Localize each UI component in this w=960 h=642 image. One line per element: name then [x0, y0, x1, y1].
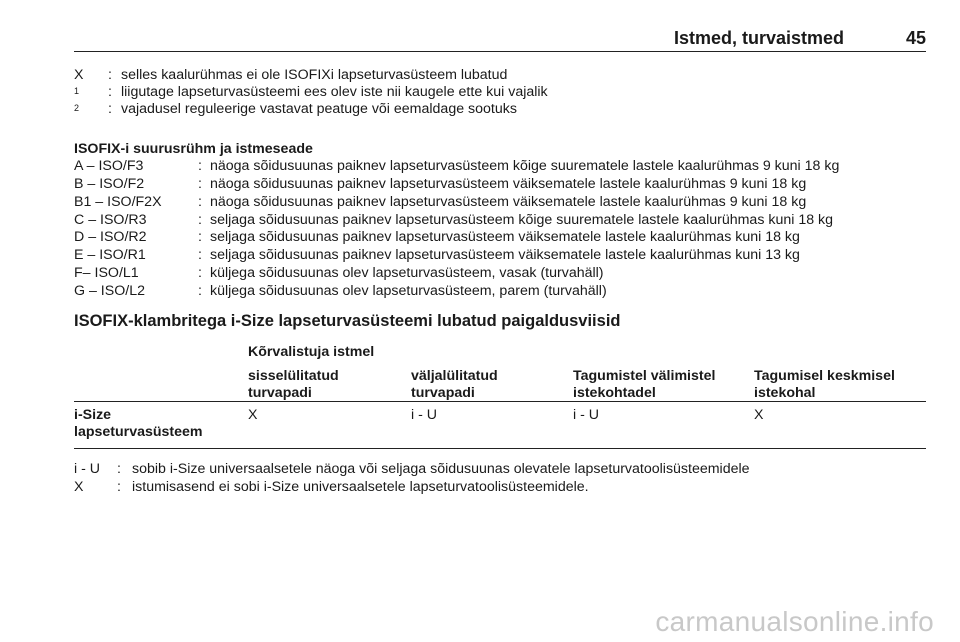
- page-header: [74, 26, 926, 52]
- size-key: G – ISO/L2: [74, 283, 145, 299]
- legend-text: sobib i-Size universaalsetele näoga või seljaga sõidusuunas olevatele lapseturvatoolisüsteemidele: [132, 461, 750, 477]
- page-number: 45: [905, 28, 926, 48]
- table-divider: [74, 448, 926, 449]
- column-header: [754, 368, 895, 402]
- legend-separator: :: [108, 67, 112, 83]
- table-section-heading: ISOFIX-klambritega i-Size lapseturvasüsteemi lubatud paigaldusviisid: [74, 312, 621, 330]
- legend-separator: :: [108, 84, 112, 100]
- size-key: A – ISO/F3: [74, 158, 144, 174]
- footnote-marker: 2: [74, 103, 80, 113]
- size-key: D – ISO/R2: [74, 229, 147, 245]
- column-header: [573, 368, 715, 402]
- table-divider: [74, 401, 926, 402]
- legend-separator: :: [117, 479, 121, 495]
- size-text: seljaga sõidusuunas paiknev lapseturvasüsteem väiksematele lastele kaalurühmas kuni 18 kg: [210, 229, 800, 245]
- table-cell: i - U: [411, 407, 438, 423]
- size-separator: :: [198, 212, 202, 228]
- legend-separator: :: [117, 461, 121, 477]
- column-header-line: Tagumisel keskmisel: [754, 368, 895, 384]
- column-header-line: istekohtadel: [573, 385, 656, 401]
- legend-key: i - U: [74, 461, 101, 477]
- table-group-header: Kõrvalistuja istmel: [248, 344, 375, 360]
- column-header-line: Tagumistel välimistel: [573, 368, 716, 384]
- table-row-header: [74, 407, 203, 441]
- size-text: küljega sõidusuunas olev lapseturvasüsteem, vasak (turvahäll): [210, 265, 604, 281]
- size-text: näoga sõidusuunas paiknev lapseturvasüsteem väiksematele lastele kaalurühmas 9 kuni 18 kg: [210, 176, 807, 192]
- size-separator: :: [198, 158, 202, 174]
- size-text: näoga sõidusuunas paiknev lapseturvasüsteem väiksematele lastele kaalurühmas 9 kuni 18 kg: [210, 194, 807, 210]
- footnote-text: liigutage lapseturvasüsteemi ees olev iste nii kaugele ette kui vajalik: [121, 84, 548, 100]
- size-separator: :: [198, 247, 202, 263]
- row-header-line: lapseturvasüsteem: [74, 424, 203, 440]
- size-separator: :: [198, 283, 202, 299]
- column-header-line: sisselülitatud: [248, 368, 339, 384]
- column-header-line: väljalülitatud: [411, 368, 498, 384]
- watermark: carmanualsonline.info: [655, 606, 934, 637]
- legend-key: X: [74, 479, 84, 495]
- legend-separator: :: [108, 101, 112, 117]
- size-text: näoga sõidusuunas paiknev lapseturvasüsteem kõige suurematele lastele kaalurühmas 9 kuni 18 kg: [210, 158, 840, 174]
- size-separator: :: [198, 176, 202, 192]
- size-key: B – ISO/F2: [74, 176, 145, 192]
- size-key: E – ISO/R1: [74, 247, 146, 263]
- row-header-line: i-Size: [74, 407, 112, 423]
- column-header-line: turvapadi: [411, 385, 475, 401]
- column-header: [411, 368, 498, 402]
- section-title: Istmed, turvaistmed: [673, 28, 844, 48]
- table-cell: i - U: [573, 407, 600, 423]
- size-section-heading: ISOFIX-i suurusrühm ja istmeseade: [74, 141, 313, 157]
- size-separator: :: [198, 229, 202, 245]
- size-text: seljaga sõidusuunas paiknev lapseturvasüsteem väiksematele lastele kaalurühmas kuni 13 kg: [210, 247, 800, 263]
- size-text: küljega sõidusuunas olev lapseturvasüsteem, parem (turvahäll): [210, 283, 607, 299]
- legend-key: X: [74, 67, 84, 83]
- footnote-marker: 1: [74, 86, 80, 96]
- column-header-line: istekohal: [754, 385, 816, 401]
- size-separator: :: [198, 194, 202, 210]
- legend-text: selles kaalurühmas ei ole ISOFIXi lapseturvasüsteem lubatud: [121, 67, 508, 83]
- column-header: [248, 368, 339, 402]
- table-cell: X: [754, 407, 764, 423]
- size-text: seljaga sõidusuunas paiknev lapseturvasüsteem kõige suurematele lastele kaalurühmas kuni 18 kg: [210, 212, 834, 228]
- legend-text: istumisasend ei sobi i-Size universaalsetele lapseturvatoolisüsteemidele.: [132, 479, 589, 495]
- column-header-line: turvapadi: [248, 385, 312, 401]
- size-key: F– ISO/L1: [74, 265, 139, 281]
- size-separator: :: [198, 265, 202, 281]
- footnote-text: vajadusel reguleerige vastavat peatuge või eemaldage sootuks: [121, 101, 517, 117]
- table-cell: X: [248, 407, 258, 423]
- size-key: B1 – ISO/F2X: [74, 194, 162, 210]
- size-key: C – ISO/R3: [74, 212, 147, 228]
